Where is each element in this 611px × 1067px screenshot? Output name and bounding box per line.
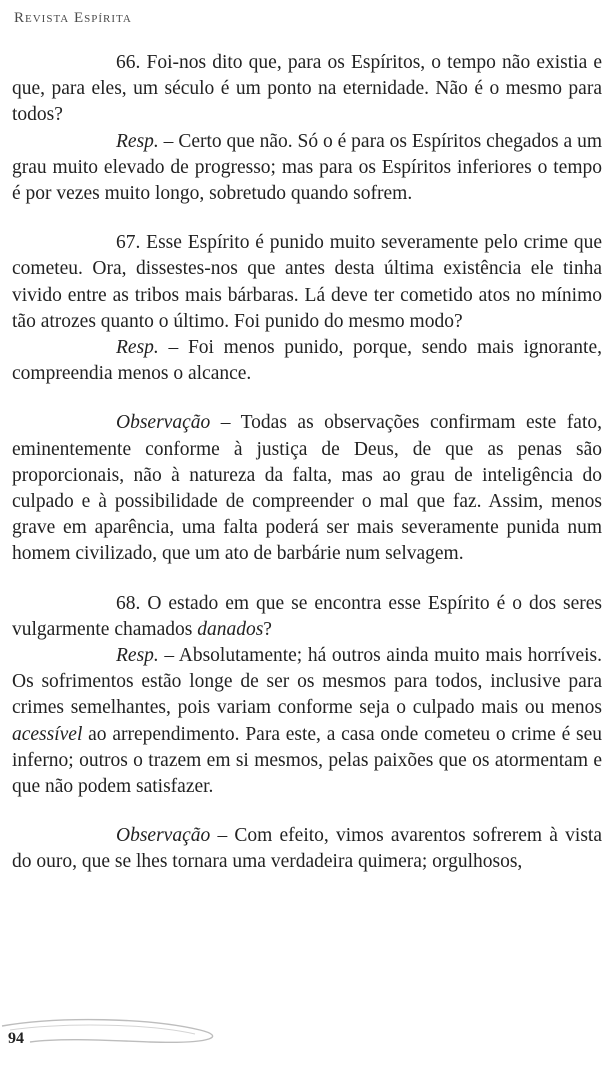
resp-label: Resp. bbox=[116, 130, 159, 152]
observation-2 bbox=[12, 823, 602, 875]
resp-label: Resp. bbox=[116, 337, 159, 359]
question-67: 67. Esse Espírito é punido muito severamente pelo crime que cometeu. Ora, dissestes-nos que antes desta última existência ele tinha vivido entre as tribos mais bárbaras. Lá deve ter cometido atos no mínimo tão atrozes quanto o último. Foi punido do mesmo modo? bbox=[12, 232, 602, 332]
answer-text: – Foi menos punido, porque, sendo mais ignorante, compreendia menos o alcance. bbox=[12, 337, 602, 385]
observation-text: – Com efeito, vimos avarentos sofrerem à vista do ouro, que se lhes tornara uma verdadeira quimera; orgulhosos, bbox=[12, 825, 602, 873]
answer-text: – Absolutamente; há outros ainda muito mais horríveis. Os sofrimentos estão longe de ser os mesmos para todos, inclusive para crimes semelhantes, pois variam conforme seja o culpado mais ou menos bbox=[12, 645, 602, 719]
emphasis-acessivel: acessível bbox=[12, 723, 83, 745]
answer-text: – Certo que não. Só o é para os Espíritos chegados a um grau muito elevado de progresso; mas para os Espíritos inferiores o tempo é por vezes muito longo, sobretudo quando sofrem. bbox=[12, 130, 602, 205]
answer-67 bbox=[12, 335, 602, 387]
decorative-swoosh bbox=[0, 1012, 230, 1052]
question-66: 66. Foi-nos dito que, para os Espíritos, o tempo não existia e que, para eles, um século é um ponto na eternidade. Não é o mesmo para todos? bbox=[12, 52, 602, 126]
question-68 bbox=[12, 591, 602, 643]
answer-66 bbox=[12, 129, 602, 208]
observation-text: – Todas as observações confirmam este fato, eminentemente conforme à justiça de Deus, de que as penas são proporcionais, não à natureza da falta, mas ao grau de inteligência do culpado e à possibilidade de compreender o mal que faz. Assim, menos grave em aparência, uma falta poderá ser mais severamente punida num homem civilizado, que um ato de barbárie num selvagem. bbox=[12, 412, 602, 565]
running-head: Revista Espírita bbox=[14, 10, 132, 26]
answer-text-end: ao arrependimento. Para este, a casa onde cometeu o crime é seu inferno; outros o trazem em si mesmos, pelas paixões que os atormentam e que não podem satisfazer. bbox=[12, 723, 602, 798]
emphasis-danados: danados bbox=[197, 618, 264, 640]
question-text: 68. O estado em que se encontra esse Espírito é o dos seres vulgarmente chamados bbox=[12, 592, 602, 640]
observation-label: Observação bbox=[116, 412, 211, 434]
answer-68 bbox=[12, 643, 602, 800]
page-number: 94 bbox=[8, 1030, 24, 1047]
observation-label: Observação bbox=[116, 825, 211, 847]
observation-1 bbox=[12, 410, 602, 567]
resp-label: Resp. bbox=[116, 645, 159, 667]
question-mark: ? bbox=[263, 618, 272, 640]
page-body bbox=[12, 50, 602, 876]
